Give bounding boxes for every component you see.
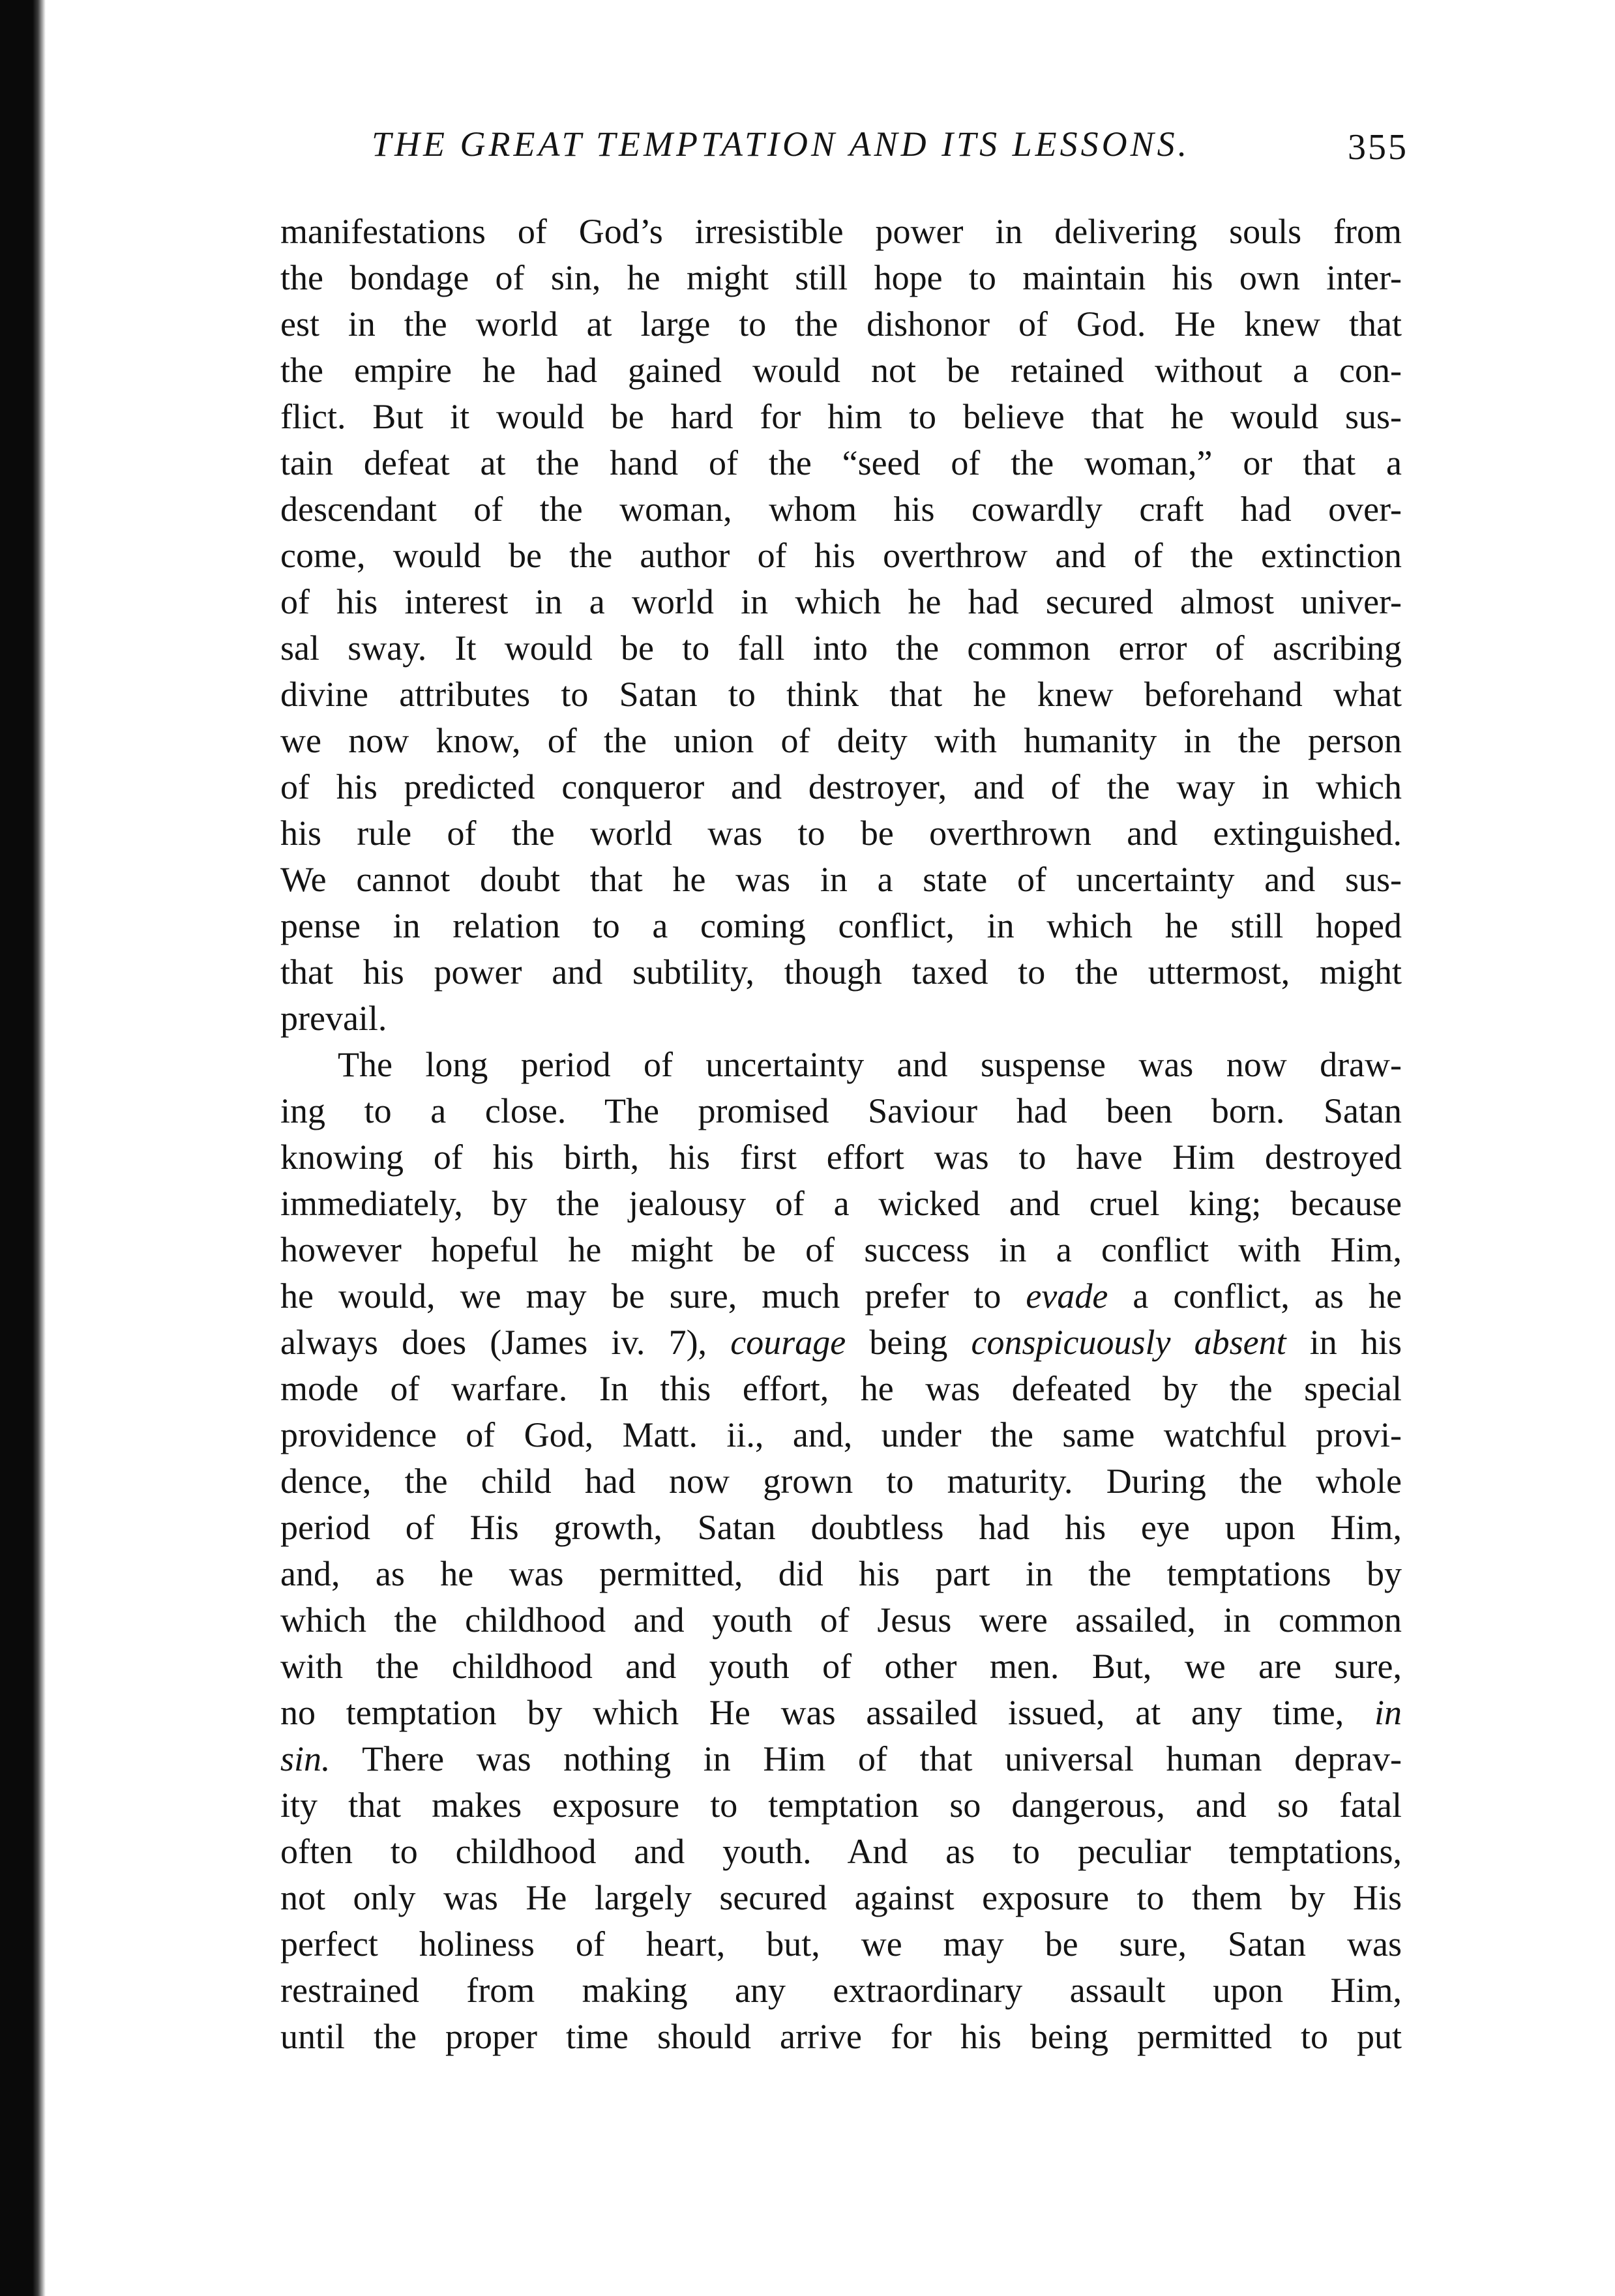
text-line: pense in relation to a coming conflict, in which he still hoped — [280, 906, 1402, 945]
text-line: which the childhood and youth of Jesus were assailed, in common — [280, 1600, 1402, 1640]
binding-edge — [0, 0, 46, 2296]
text-line: knowing of his birth, his first effort was to have Him destroyed — [280, 1138, 1402, 1177]
text-line: period of His growth, Satan doubtless had his eye upon Him, — [280, 1508, 1402, 1547]
italic-run: conspicuously absent — [971, 1323, 1286, 1362]
text-run: no temptation by which He was assailed issued, at any time, — [280, 1693, 1374, 1732]
text-line: often to childhood and youth. And as to peculiar temptations, — [280, 1832, 1402, 1871]
text-line: providence of God, Matt. ii., and, under the same watchful provi- — [280, 1415, 1402, 1454]
text-line: We cannot doubt that he was in a state of uncertainty and sus- — [280, 860, 1402, 899]
text-line — [280, 1690, 1402, 1736]
text-run: he would, we may be sure, much prefer to — [280, 1276, 1026, 1316]
text-line: perfect holiness of heart, but, we may be sure, Satan was — [280, 1924, 1402, 1964]
text-line: until the proper time should arrive for his being permitted to put — [280, 2017, 1402, 2056]
text-line: divine attributes to Satan to think that he knew beforehand what — [280, 675, 1402, 714]
text-line: however hopeful he might be of success in a conflict with Him, — [280, 1230, 1402, 1269]
text-line — [280, 1273, 1402, 1319]
text-line: that his power and subtility, though taxed to the uttermost, might — [280, 952, 1402, 992]
text-line: restrained from making any extraordinary assault upon Him, — [280, 1971, 1402, 2010]
text-line: mode of warfare. In this effort, he was defeated by the special — [280, 1369, 1402, 1408]
text-line: of his predicted conqueror and destroyer, and of the way in which — [280, 767, 1402, 806]
text-run: There was nothing in Him of that universal human deprav- — [330, 1739, 1402, 1778]
text-line: come, would be the author of his overthrow and of the extinction — [280, 536, 1402, 575]
text-line: ity that makes exposure to temptation so dangerous, and so fatal — [280, 1786, 1402, 1825]
text-line: est in the world at large to the dishonor of God. He knew that — [280, 304, 1402, 344]
text-run: in his — [1286, 1323, 1402, 1362]
text-line: his rule of the world was to be overthrown and extinguished. — [280, 814, 1402, 853]
text-line: of his interest in a world in which he had secured almost univer- — [280, 582, 1402, 621]
text-line: flict. But it would be hard for him to believe that he would sus- — [280, 397, 1402, 436]
text-line: ing to a close. The promised Saviour had been born. Satan — [280, 1091, 1402, 1130]
text-line: immediately, by the jealousy of a wicked and cruel king; because — [280, 1184, 1402, 1223]
text-line: sal sway. It would be to fall into the common error of ascribing — [280, 628, 1402, 668]
running-title: THE GREAT TEMPTATION AND ITS LESSONS. — [372, 125, 1191, 164]
italic-run: in — [1374, 1693, 1402, 1732]
text-line: tain defeat at the hand of the “seed of the woman,” or that a — [280, 443, 1402, 482]
text-line: manifestations of God’s irresistible power in delivering souls from — [280, 212, 1402, 251]
text-run: always does (James iv. 7), — [280, 1323, 731, 1362]
text-line: prevail. — [280, 999, 387, 1038]
text-run: a conflict, as he — [1108, 1276, 1402, 1316]
running-head — [365, 124, 1408, 183]
text-line: not only was He largely secured against exposure to them by His — [280, 1878, 1402, 1917]
paragraph-start-line: The long period of uncertainty and suspense was now draw- — [338, 1045, 1402, 1084]
page-number: 355 — [1348, 127, 1408, 168]
text-line: the bondage of sin, he might still hope to maintain his own inter- — [280, 258, 1402, 297]
text-run: being — [846, 1323, 971, 1362]
text-line: dence, the child had now grown to maturity. During the whole — [280, 1462, 1402, 1501]
italic-run: evade — [1026, 1276, 1108, 1316]
text-line: we now know, of the union of deity with humanity in the person — [280, 721, 1402, 760]
text-line: descendant of the woman, whom his cowardly craft had over- — [280, 490, 1402, 529]
text-line: the empire he had gained would not be retained without a con- — [280, 351, 1402, 390]
body-text — [280, 209, 1402, 2060]
text-line — [280, 1319, 1402, 1366]
italic-run: sin. — [280, 1739, 331, 1778]
text-line: and, as he was permitted, did his part in the temptations by — [280, 1554, 1402, 1593]
italic-run: courage — [730, 1323, 846, 1362]
text-line: with the childhood and youth of other men. But, we are sure, — [280, 1647, 1402, 1686]
text-line — [280, 1736, 1402, 1782]
